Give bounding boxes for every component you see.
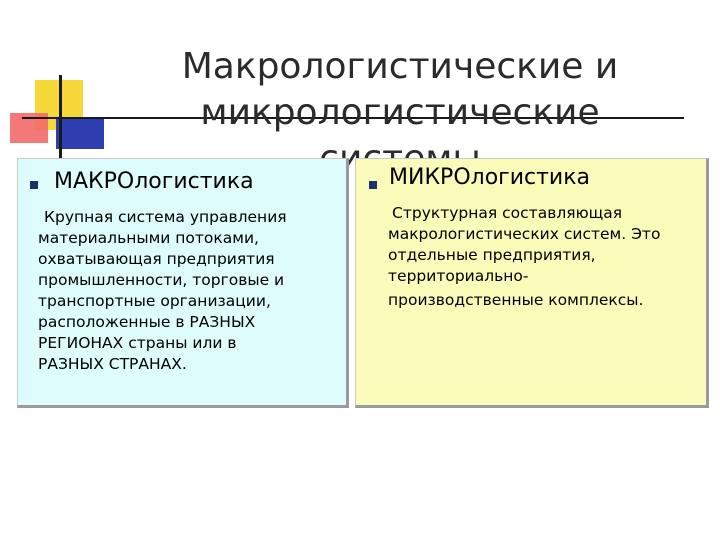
- description-line: транспортные организации,: [38, 292, 271, 310]
- micrologistics-description: [388, 203, 704, 311]
- micrologistics-heading: МИКРОлогистика: [389, 165, 590, 190]
- description-line: РАЗНЫХ СТРАНАХ.: [38, 355, 187, 373]
- description-line: территориально-: [388, 267, 529, 285]
- description-line: промышленности, торговые и: [38, 271, 285, 289]
- description-line: Структурная составляющая: [392, 204, 623, 222]
- description-line: Крупная система управления: [44, 208, 287, 226]
- description-line: макрологистических систем. Это: [388, 225, 661, 243]
- square-bullet-icon: [30, 181, 38, 189]
- micrologistics-panel: [355, 158, 709, 408]
- description-line: отдельные предприятия,: [388, 246, 596, 264]
- square-bullet-icon: [369, 181, 377, 189]
- description-line: материальными потоками,: [38, 229, 259, 247]
- description-line: охватывающая предприятия: [38, 250, 275, 268]
- description-line: производственные комплексы.: [388, 291, 644, 309]
- macrologistics-heading: МАКРОлогистика: [54, 169, 254, 194]
- macrologistics-description: [38, 207, 343, 375]
- macrologistics-panel: [17, 158, 349, 408]
- description-line: РЕГИОНАХ страны или в: [38, 334, 237, 352]
- slide-title-line-2: микрологистические: [200, 92, 600, 133]
- slide-title-line-1: Макрологистические и: [181, 46, 619, 87]
- decorative-blue-square: [56, 117, 104, 149]
- description-line: расположенные в РАЗНЫХ: [38, 313, 256, 331]
